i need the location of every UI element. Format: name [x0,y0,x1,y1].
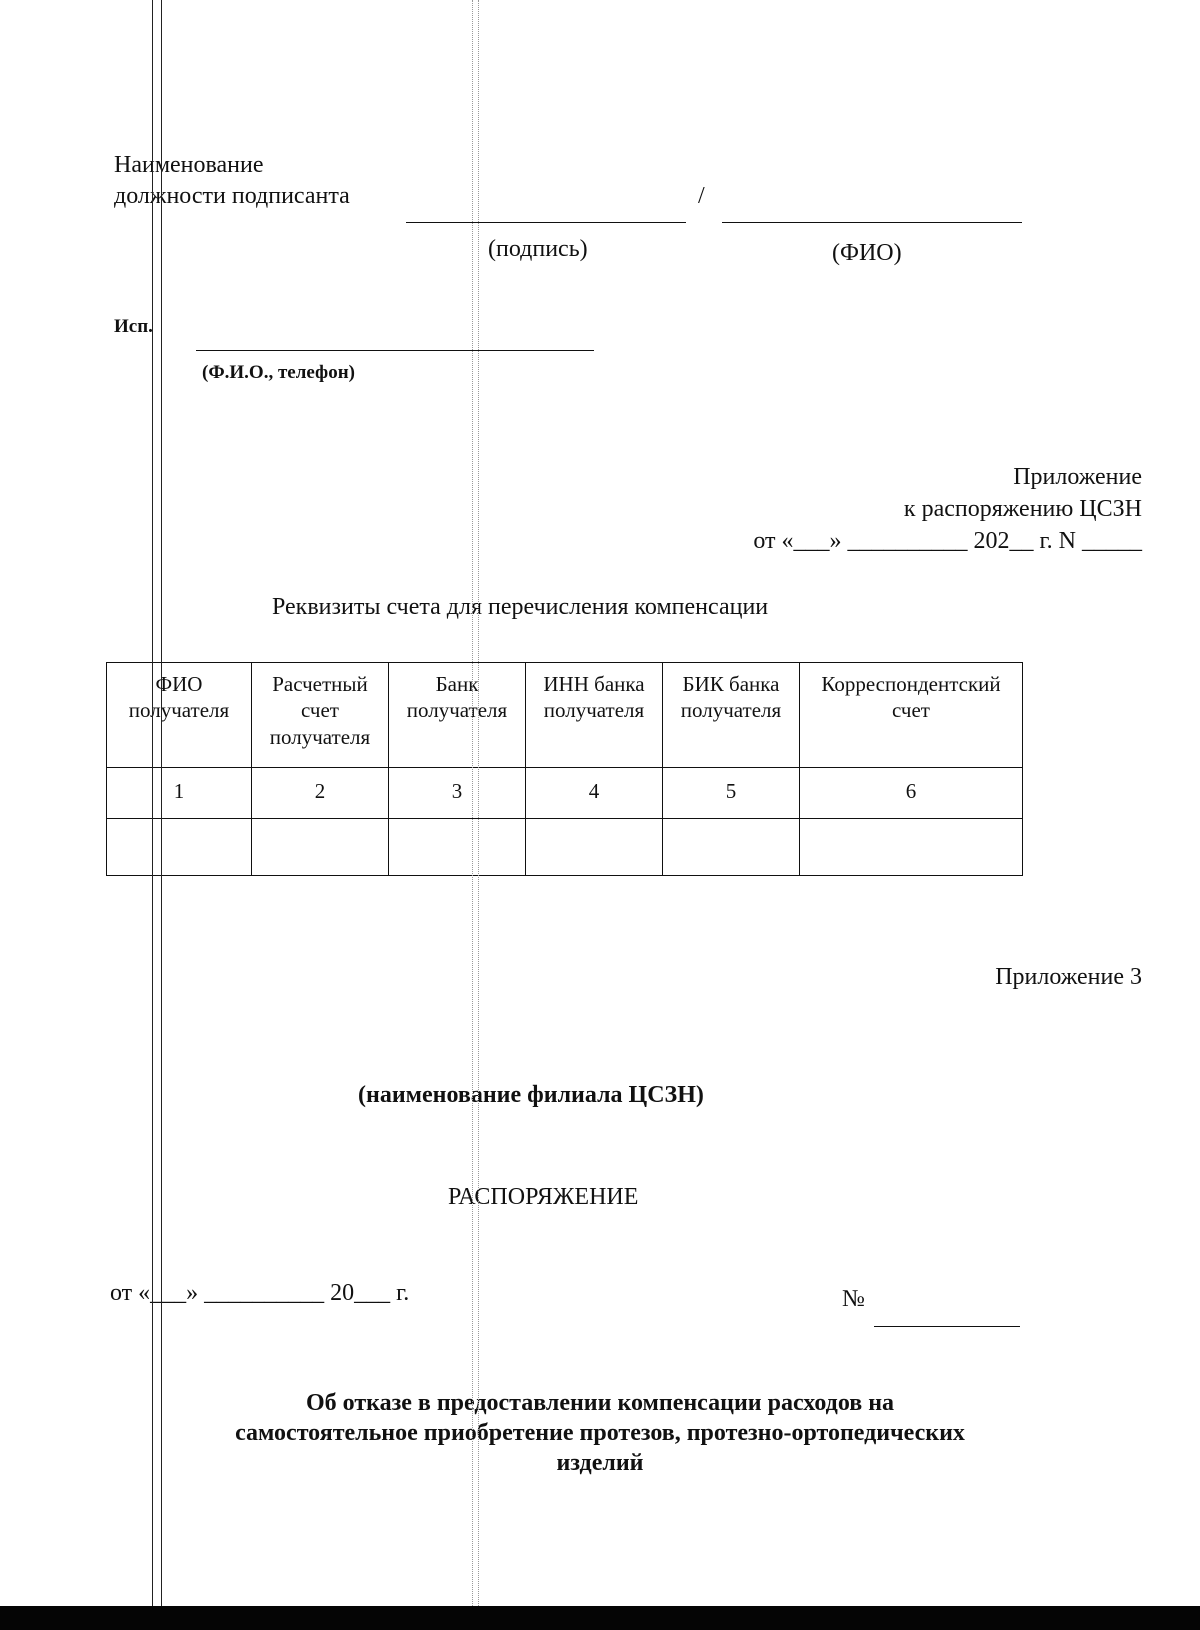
column-header: Корреспондентский счет [800,663,1023,768]
branch-name: (наименование филиала ЦСЗН) [358,1082,704,1108]
appendix-header-line2: к распоряжению ЦСЗН [903,496,1142,522]
scan-artifact-line [161,0,162,1630]
column-header: ФИО получателя [107,663,252,768]
column-header: Банк получателя [389,663,526,768]
order-date-line: от «___» __________ 20___ г. [110,1280,410,1306]
empty-cell [663,819,800,876]
table-number-row [107,768,1023,819]
signature-caption: (подпись) [488,236,588,262]
executor-label: Исп. [114,316,153,337]
column-header: Расчетный счет получателя [252,663,389,768]
appendix3-label: Приложение 3 [995,964,1142,990]
empty-cell [526,819,663,876]
executor-line [196,350,594,351]
column-header: БИК банка получателя [663,663,800,768]
scan-artifact-line [478,0,479,1630]
signature-line [406,222,686,223]
column-number: 2 [252,768,389,819]
order-number-line [874,1326,1020,1327]
empty-cell [800,819,1023,876]
signature-separator: / [698,183,705,209]
requisites-table [106,662,1023,876]
order-number-label: № [842,1286,865,1312]
scan-artifact-line [472,0,473,1630]
empty-cell [389,819,526,876]
table-header-row [107,663,1023,768]
document-type: РАСПОРЯЖЕНИЕ [448,1184,639,1210]
table-title: Реквизиты счета для перечисления компенсации [272,594,769,620]
fio-caption: (ФИО) [832,240,902,266]
subject-line3: изделий [556,1450,644,1476]
subject-line2: самостоятельное приобретение протезов, протезно-ортопедических [235,1420,965,1446]
column-number: 1 [107,768,252,819]
column-number: 4 [526,768,663,819]
position-label-line2: должности подписанта [114,183,350,209]
appendix-header-line1: Приложение [1013,464,1142,490]
column-number: 6 [800,768,1023,819]
column-number: 3 [389,768,526,819]
column-header: ИНН банка получателя [526,663,663,768]
scan-artifact-line [152,0,153,1630]
empty-cell [252,819,389,876]
subject-line1: Об отказе в предоставлении компенсации расходов на [305,1390,895,1416]
scan-artifact-bar [0,1606,1200,1630]
fio-line [722,222,1022,223]
appendix-header-line3: от «___» __________ 202__ г. N _____ [753,528,1142,554]
executor-caption: (Ф.И.О., телефон) [202,362,355,383]
position-label-line1: Наименование [114,152,264,178]
column-number: 5 [663,768,800,819]
table-row [107,819,1023,876]
empty-cell [107,819,252,876]
